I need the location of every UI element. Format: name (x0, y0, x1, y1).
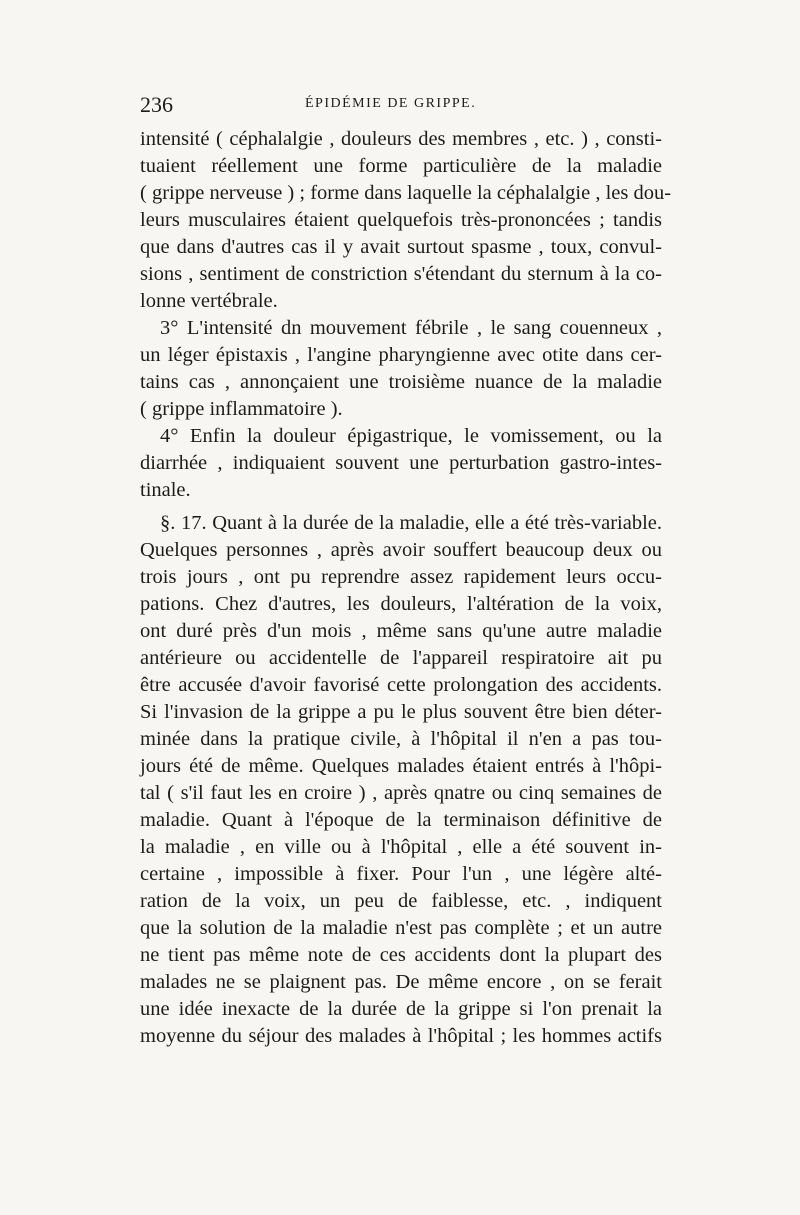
text-line: moyenne du séjour des malades à l'hôpital ; les hommes actifs (140, 1025, 662, 1047)
book-page (140, 92, 672, 1050)
text-line: que la solution de la maladie n'est pas complète ; et un autre (140, 917, 662, 939)
text-line: ( grippe nerveuse ) ; forme dans laquelle la céphalalgie , les dou- (140, 182, 672, 204)
text-line: tains cas , annonçaient une troisième nuance de la maladie (140, 371, 662, 393)
text-line: leurs musculaires étaient quelquefois très-prononcées ; tandis (140, 209, 662, 231)
text-line: être accusée d'avoir favorisé cette prolongation des accidents. (140, 674, 662, 696)
text-line: certaine , impossible à fixer. Pour l'un , une légère alté- (140, 863, 662, 885)
text-line: malades ne se plaignent pas. De même encore , on se ferait (140, 971, 662, 993)
text-line: la maladie , en ville ou à l'hôpital , elle a été souvent in- (140, 836, 662, 858)
text-line: que dans d'autres cas il y avait surtout spasme , toux, convul- (140, 236, 662, 258)
page-header (140, 92, 662, 122)
text-line: minée dans la pratique civile, à l'hôpital il n'en a pas tou- (140, 728, 662, 750)
text-line: antérieure ou accidentelle de l'appareil respiratoire ait pu (140, 647, 662, 669)
text-line: ne tient pas même note de ces accidents dont la plupart des (140, 944, 662, 966)
text-line: sions , sentiment de constriction s'étendant du sternum à la co- (140, 263, 662, 285)
text-line: maladie. Quant à l'époque de la terminaison définitive de (140, 809, 662, 831)
text-line: intensité ( céphalalgie , douleurs des membres , etc. ) , consti- (140, 128, 662, 150)
text-line: tal ( s'il faut les en croire ) , après qnatre ou cinq semaines de (140, 782, 662, 804)
text-line: ( grippe inflammatoire ). (140, 398, 343, 420)
text-line: Si l'invasion de la grippe a pu le plus souvent être bien déter- (140, 701, 662, 723)
text-line: jours été de même. Quelques malades étaient entrés à l'hôpi- (140, 755, 662, 777)
running-head: ÉPIDÉMIE DE GRIPPE. (305, 96, 477, 111)
text-line: diarrhée , indiquaient souvent une perturbation gastro-intes- (140, 452, 662, 474)
text-line: lonne vertébrale. (140, 290, 278, 312)
text-line: 4° Enfin la douleur épigastrique, le vomissement, ou la (160, 425, 662, 447)
text-line: ration de la voix, un peu de faiblesse, etc. , indiquent (140, 890, 662, 912)
text-line: Quelques personnes , après avoir souffert beaucoup deux ou (140, 539, 662, 561)
text-line: 3° L'intensité dn mouvement fébrile , le sang couenneux , (160, 317, 662, 339)
text-line: une idée inexacte de la durée de la grippe si l'on prenait la (140, 998, 662, 1020)
body-text (140, 126, 672, 1050)
text-line: trois jours , ont pu reprendre assez rapidement leurs occu- (140, 566, 662, 588)
text-line: ont duré près d'un mois , même sans qu'une autre maladie (140, 620, 662, 642)
text-line: un léger épistaxis , l'angine pharyngienne avec otite dans cer- (140, 344, 662, 366)
text-line: §. 17. Quant à la durée de la maladie, elle a été très-variable. (160, 512, 662, 534)
text-line: pations. Chez d'autres, les douleurs, l'altération de la voix, (140, 593, 662, 615)
page-number: 236 (140, 92, 173, 117)
text-line: tuaient réellement une forme particulière de la maladie (140, 155, 662, 177)
text-line: tinale. (140, 479, 191, 501)
